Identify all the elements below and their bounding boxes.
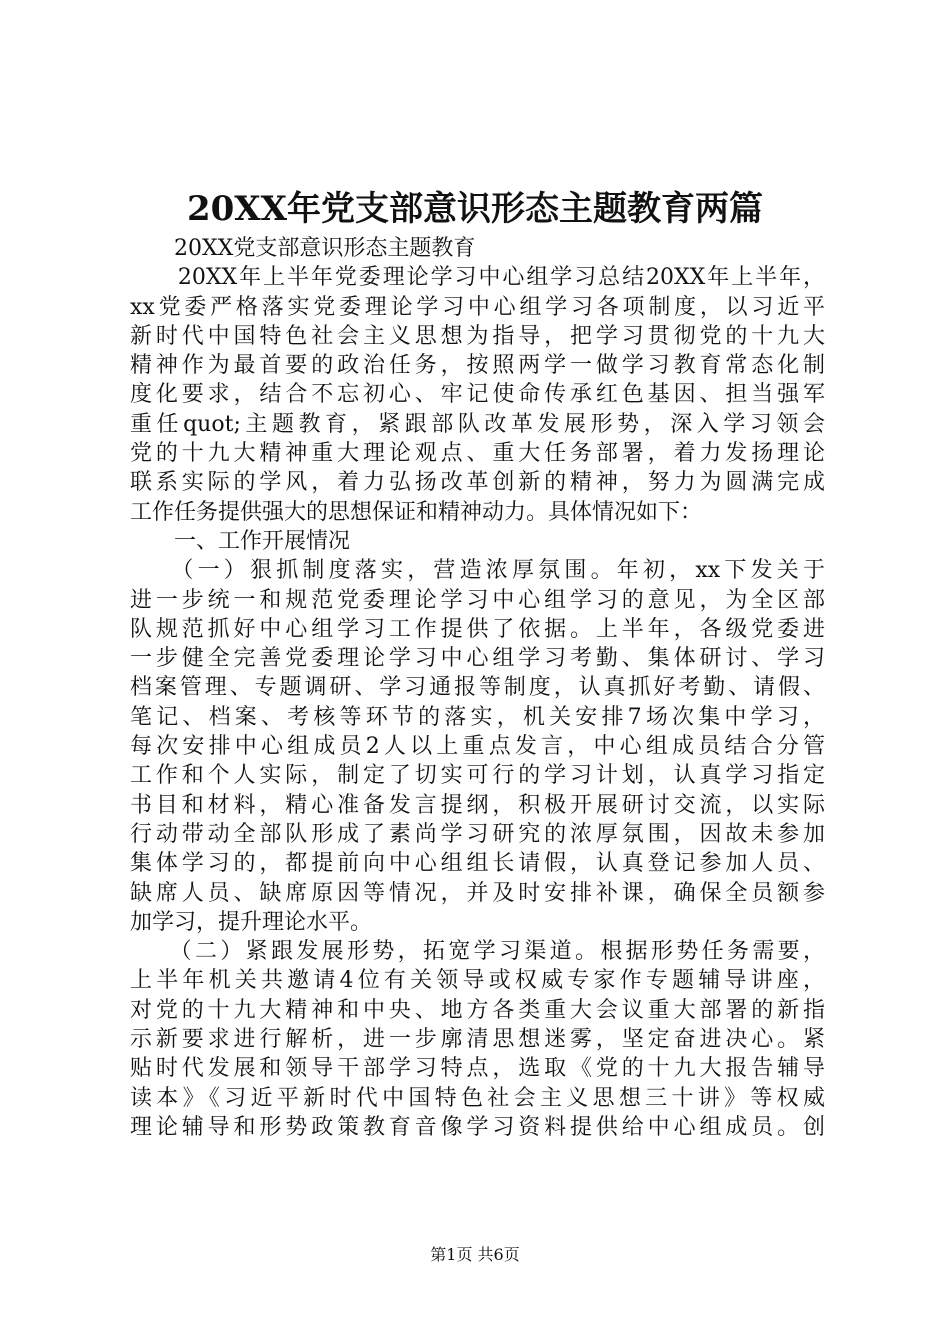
paragraph-line: 20XX年上半年党委理论学习中心组学习总结20XX年上半年， [130, 265, 825, 291]
paragraph-line: 贴时代发展和领导干部学习特点，选取《党的十九大报告辅导 [130, 1056, 825, 1082]
paragraph-line: 书目和材料，精心准备发言提纲，积极开展研讨交流，以实际 [130, 792, 825, 818]
paragraph-line: 缺席人员、缺席原因等情况，并及时安排补课，确保全员额参 [130, 880, 825, 906]
paragraph-line: 一步健全完善党委理论学习中心组学习考勤、集体研讨、学习 [130, 646, 825, 672]
page-footer: 第1页 共6页 [430, 1245, 520, 1264]
paragraph-line: 对党的十九大精神和中央、地方各类重大会议重大部署的新指 [130, 997, 825, 1023]
paragraph-line: 联系实际的学风，着力弘扬改革创新的精神，努力为圆满完成 [130, 470, 825, 496]
paragraph-line: 工作和个人实际，制定了切实可行的学习计划，认真学习指定 [130, 763, 825, 789]
paragraph-line: 读本》《习近平新时代中国特色社会主义思想三十讲》等权威 [130, 1085, 825, 1111]
paragraph-line: 档案管理、专题调研、学习通报等制度，认真抓好考勤、请假、 [130, 675, 825, 701]
paragraph-line: （一）狠抓制度落实，营造浓厚氛围。年初，xx下发关于 [130, 558, 825, 584]
paragraph-line: 每次安排中心组成员2人以上重点发言，中心组成员结合分管 [130, 734, 825, 760]
paragraph-line: 度化要求，结合不忘初心、牢记使命传承红色基因、担当强军 [130, 382, 825, 408]
paragraph-line: 党的十九大精神重大理论观点、重大任务部署，着力发扬理论 [130, 441, 825, 467]
paragraph-line: xx党委严格落实党委理论学习中心组学习各项制度，以习近平 [130, 294, 825, 320]
paragraph-line: 行动带动全部队形成了素尚学习研究的浓厚氛围，因故未参加 [130, 821, 825, 847]
paragraph-line: 队规范抓好中心组学习工作提供了依据。上半年，各级党委进 [130, 616, 825, 642]
paragraph-line: 示新要求进行解析，进一步廓清思想迷雾，坚定奋进决心。紧 [130, 1027, 825, 1053]
paragraph-line: 20XX党支部意识形态主题教育 [130, 236, 476, 261]
paragraph-line: 一、工作开展情况 [130, 528, 351, 554]
paragraph-line: 加学习，提升理论水平。 [130, 909, 373, 935]
paragraph-line: 集体学习的，都提前向中心组组长请假，认真登记参加人员、 [130, 851, 825, 877]
paragraph-line: 理论辅导和形势政策教育音像学习资料提供给中心组成员。创 [130, 1114, 825, 1140]
document-body [130, 234, 825, 1142]
paragraph-line: （二）紧跟发展形势，拓宽学习渠道。根据形势任务需要， [130, 939, 825, 965]
paragraph-line: 上半年机关共邀请4位有关领导或权威专家作专题辅导讲座， [130, 968, 825, 994]
paragraph-line: 精神作为最首要的政治任务，按照两学一做学习教育常态化制 [130, 353, 825, 379]
paragraph-line: 笔记、档案、考核等环节的落实，机关安排7场次集中学习， [130, 704, 825, 730]
paragraph-line: 工作任务提供强大的思想保证和精神动力。具体情况如下： [130, 499, 703, 525]
paragraph-line: 新时代中国特色社会主义思想为指导，把学习贯彻党的十九大 [130, 323, 825, 349]
paragraph-line: 进一步统一和规范党委理论学习中心组学习的意见，为全区部 [130, 587, 825, 613]
document-title: 20XX年党支部意识形态主题教育两篇 [186, 189, 764, 229]
paragraph-line: 重任quot;主题教育，紧跟部队改革发展形势，深入学习领会 [130, 411, 825, 437]
